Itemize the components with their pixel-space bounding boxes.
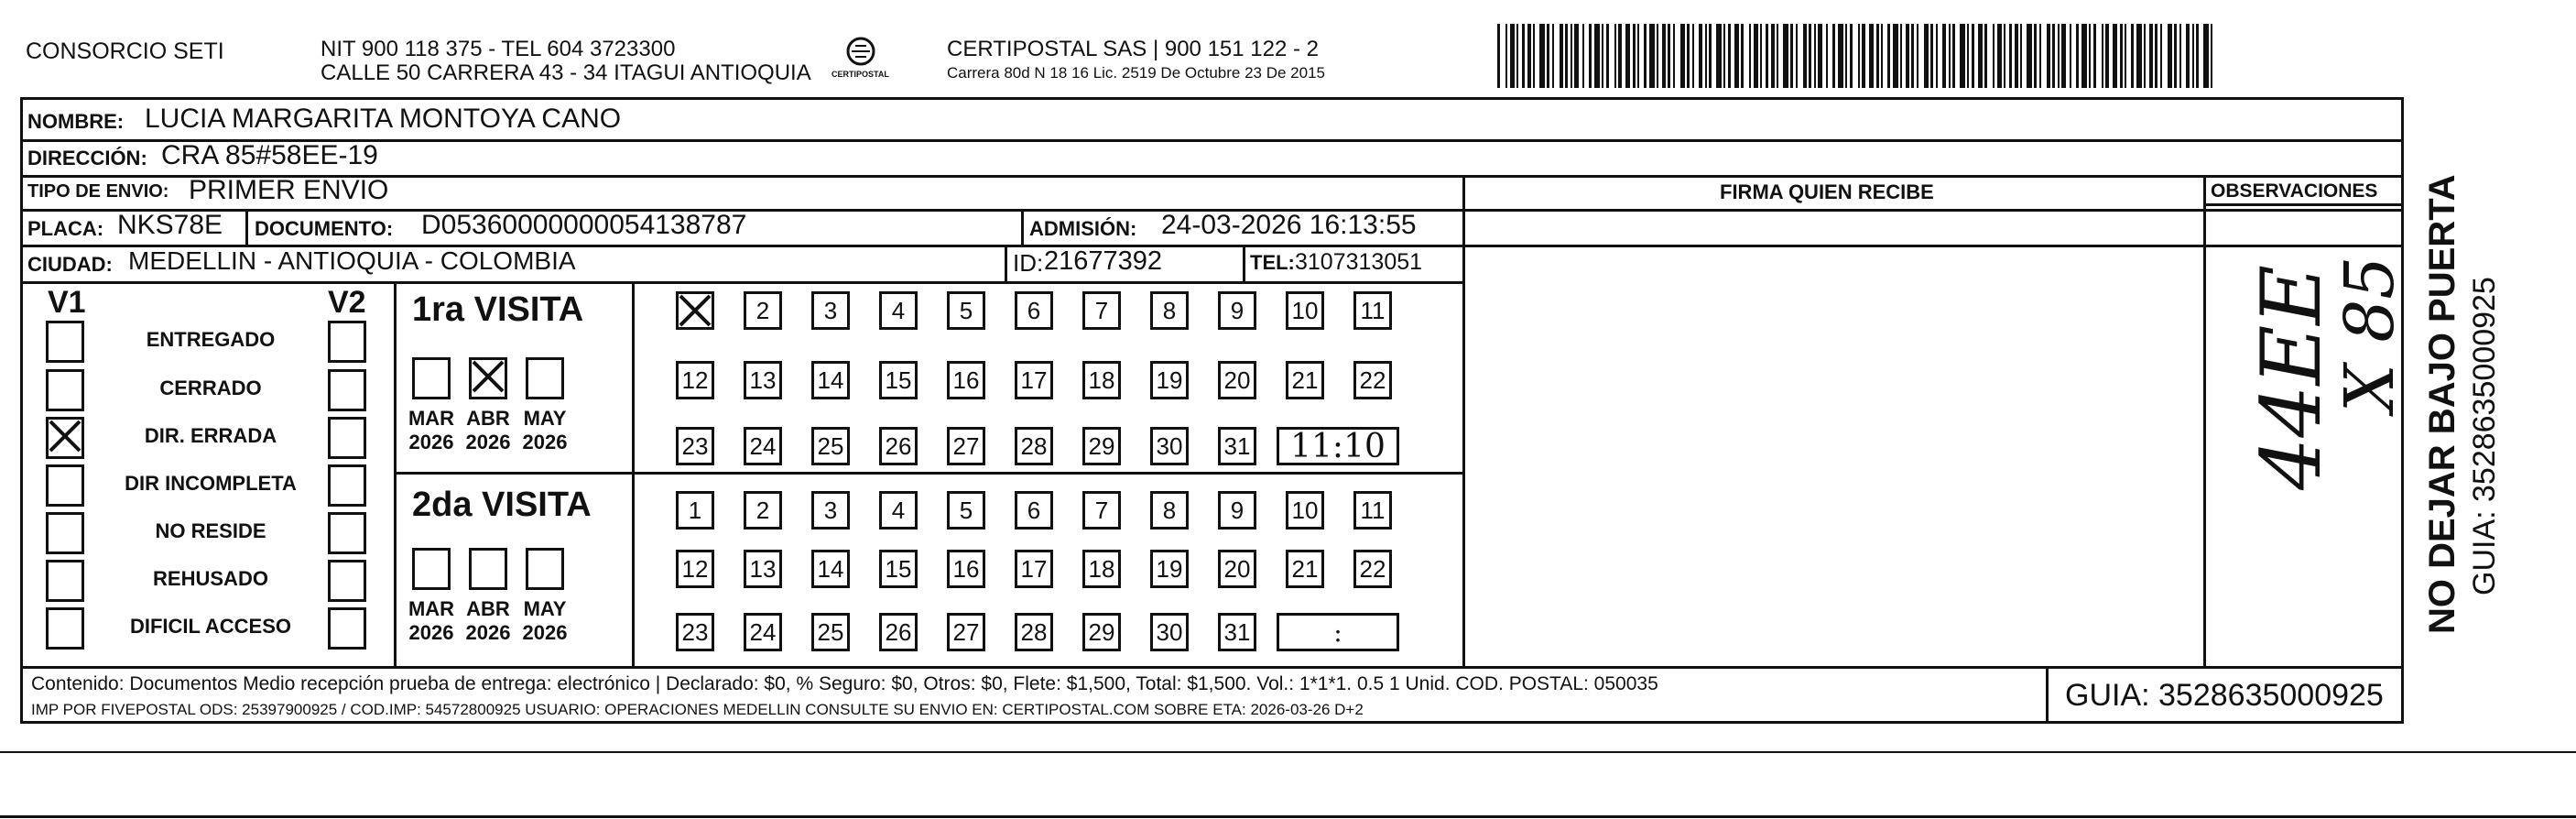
status-label: REHUSADO [153, 567, 268, 590]
day-box[interactable]: 18 [1082, 550, 1121, 588]
placa-label: PLACA: [27, 217, 104, 240]
day-box[interactable]: 22 [1353, 361, 1392, 399]
footer-line-2: IMP POR FIVEPOSTAL ODS: 25397900925 / COD.IMP: 54572800925 USUARIO: OPERACIONES MEDELLIN CONSULTE SU ENVIO EN: CERTIPOSTAL.COM SOBRE ETA: 2026-03-26 D+2 [31, 701, 1364, 718]
day-box[interactable]: 5 [947, 491, 985, 530]
v2-checkbox[interactable] [328, 560, 366, 602]
day-box[interactable]: 29 [1082, 613, 1121, 651]
month-label: MAY 2026 [522, 597, 568, 644]
day-box[interactable]: 30 [1150, 427, 1189, 465]
tel-label: TEL: [1250, 251, 1295, 274]
v2-checkbox[interactable] [328, 512, 366, 554]
month-checkbox[interactable] [469, 548, 507, 590]
day-box[interactable]: 28 [1015, 613, 1053, 651]
barcode [1497, 24, 2221, 88]
ciudad-value: MEDELLIN - ANTIOQUIA - COLOMBIA [128, 246, 576, 275]
day-box[interactable]: 2 [744, 491, 782, 530]
day-box[interactable]: 22 [1353, 550, 1392, 588]
day-box[interactable]: 10 [1286, 491, 1324, 530]
day-box[interactable]: 26 [879, 613, 918, 651]
day-box[interactable]: 12 [676, 361, 714, 399]
day-box[interactable]: 8 [1150, 291, 1189, 330]
day-box[interactable]: 4 [879, 291, 918, 330]
tipo-envio-label: TIPO DE ENVIO: [27, 181, 169, 202]
day-box[interactable]: 24 [744, 613, 782, 651]
handwritten-observacion-1: 44EE [2244, 265, 2340, 490]
v2-checkbox[interactable] [328, 369, 366, 411]
day-box[interactable]: 13 [744, 550, 782, 588]
day-box[interactable]: 30 [1150, 613, 1189, 651]
day-box[interactable]: 25 [811, 613, 850, 651]
ciudad-label: CIUDAD: [27, 253, 113, 276]
day-box[interactable]: 12 [676, 550, 714, 588]
day-box[interactable]: 1 [676, 491, 714, 530]
handwritten-observacion-2: X 85 [2331, 256, 2409, 412]
day-box[interactable]: 15 [879, 361, 918, 399]
day-box[interactable]: 31 [1218, 427, 1256, 465]
status-label: NO RESIDE [155, 519, 266, 542]
id-label: ID: [1013, 249, 1044, 277]
day-box[interactable]: 13 [744, 361, 782, 399]
day-box[interactable]: 31 [1218, 613, 1256, 651]
nombre-value: LUCIA MARGARITA MONTOYA CANO [145, 104, 622, 134]
day-box[interactable]: 10 [1286, 291, 1324, 330]
v1-checkbox[interactable] [46, 512, 84, 554]
month-checkbox[interactable] [526, 548, 564, 590]
month-label: MAR 2026 [408, 407, 455, 453]
placa-value: NKS78E [117, 210, 223, 240]
admision-label: ADMISIÓN: [1029, 217, 1137, 240]
day-box[interactable]: 3 [811, 491, 850, 530]
first-visit-title: 1ra VISITA [412, 290, 584, 329]
day-box[interactable]: 7 [1082, 291, 1121, 330]
tel-value: 3107313051 [1295, 249, 1423, 275]
day-box[interactable]: 26 [879, 427, 918, 465]
company-address: CALLE 50 CARRERA 43 - 34 ITAGUI ANTIOQUIA [321, 60, 811, 85]
time-box[interactable]: 11:10 [1277, 427, 1399, 465]
v2-checkbox[interactable] [328, 321, 366, 363]
footer-line-1: Contenido: Documentos Medio recepción prueba de entrega: electrónico | Declarado: $0, % Seguro: $0, Otros: $0, Flete: $1,500, Total: $1,500. Vol.: 1*1*1. 0.5 1 Unid. COD. POSTAL: 050035 [31, 673, 1658, 694]
month-checkbox[interactable] [412, 548, 451, 590]
day-box[interactable]: 11 [1353, 491, 1392, 530]
day-box[interactable]: 25 [811, 427, 850, 465]
day-box[interactable]: 27 [947, 613, 985, 651]
day-box[interactable]: 28 [1015, 427, 1053, 465]
documento-value: D05360000000054138787 [421, 210, 747, 240]
tipo-envio-value: PRIMER ENVIO [189, 175, 389, 205]
logo-text: CERTIPOSTAL [831, 70, 889, 79]
side-warning: NO DEJAR BAJO PUERTA [2422, 174, 2462, 634]
day-box[interactable]: 8 [1150, 491, 1189, 530]
direccion-value: CRA 85#58EE-19 [161, 140, 378, 170]
nombre-label: NOMBRE: [27, 110, 125, 133]
status-label: DIFICIL ACCESO [129, 615, 291, 638]
day-box[interactable]: 29 [1082, 427, 1121, 465]
direccion-label: DIRECCIÓN: [27, 147, 147, 169]
status-label: ENTREGADO [146, 328, 276, 351]
v1-checkbox[interactable] [46, 560, 84, 602]
time-box[interactable]: : [1277, 613, 1399, 651]
bottom-border [0, 815, 2576, 818]
certipostal-logo [824, 33, 897, 92]
day-box[interactable]: 14 [811, 361, 850, 399]
footer-guia: GUIA: 3528635000925 [2065, 678, 2384, 713]
day-box[interactable]: 16 [947, 361, 985, 399]
observaciones-header: OBSERVACIONES [2211, 180, 2378, 202]
admision-value: 24-03-2026 16:13:55 [1161, 210, 1417, 240]
day-box[interactable]: 3 [811, 291, 850, 330]
day-box[interactable]: 2 [744, 291, 782, 330]
day-box[interactable]: 15 [879, 550, 918, 588]
status-label: DIR INCOMPLETA [125, 472, 297, 495]
day-box[interactable]: 14 [811, 550, 850, 588]
month-checkbox[interactable] [526, 357, 564, 399]
day-box[interactable]: 17 [1015, 550, 1053, 588]
day-box[interactable]: 9 [1218, 291, 1256, 330]
v1-checkbox[interactable] [46, 607, 84, 650]
day-box[interactable]: 23 [676, 613, 714, 651]
day-box[interactable]: 16 [947, 550, 985, 588]
day-box[interactable]: 24 [744, 427, 782, 465]
day-box[interactable]: 7 [1082, 491, 1121, 530]
day-box[interactable]: 20 [1218, 361, 1256, 399]
firma-header: FIRMA QUIEN RECIBE [1720, 180, 1934, 203]
day-box[interactable]: 6 [1015, 291, 1053, 330]
v1-checkbox[interactable] [46, 321, 84, 363]
day-box[interactable]: 4 [879, 491, 918, 530]
v2-checkbox[interactable] [328, 464, 366, 507]
company-name: CONSORCIO SETI [26, 38, 224, 64]
month-checkbox[interactable] [469, 357, 507, 399]
v2-checkbox[interactable] [328, 417, 366, 459]
v2-checkbox[interactable] [328, 607, 366, 650]
day-box[interactable]: 27 [947, 427, 985, 465]
day-box[interactable] [676, 291, 714, 330]
day-box[interactable]: 23 [676, 427, 714, 465]
side-guia: GUIA: 3528635000925 [2467, 277, 2502, 595]
v1-checkbox[interactable] [46, 369, 84, 411]
id-value: 21677392 [1044, 246, 1163, 276]
second-visit-title: 2da VISITA [412, 486, 592, 524]
v1-checkbox[interactable] [46, 417, 84, 459]
status-label: DIR. ERRADA [144, 424, 277, 447]
month-label: MAR 2026 [408, 597, 455, 644]
month-label: ABR 2026 [465, 597, 511, 644]
day-box[interactable]: 21 [1286, 550, 1324, 588]
day-box[interactable]: 19 [1150, 361, 1189, 399]
day-box[interactable]: 9 [1218, 491, 1256, 530]
carrier-license: Carrera 80d N 18 16 Lic. 2519 De Octubre 23 De 2015 [947, 64, 1325, 82]
company-nit: NIT 900 118 375 - TEL 604 3723300 [321, 37, 676, 61]
day-box[interactable]: 5 [947, 291, 985, 330]
carrier-name: CERTIPOSTAL SAS | 900 151 122 - 2 [947, 37, 1319, 61]
v1-label: V1 [48, 285, 86, 320]
documento-label: DOCUMENTO: [255, 217, 394, 240]
day-box[interactable]: 6 [1015, 491, 1053, 530]
day-box[interactable]: 20 [1218, 550, 1256, 588]
month-checkbox[interactable] [412, 357, 451, 399]
month-label: ABR 2026 [465, 407, 511, 453]
day-box[interactable]: 18 [1082, 361, 1121, 399]
cut-line [0, 751, 2576, 753]
month-label: MAY 2026 [522, 407, 568, 453]
status-label: CERRADO [159, 377, 262, 399]
day-box[interactable]: 19 [1150, 550, 1189, 588]
day-box[interactable]: 17 [1015, 361, 1053, 399]
v2-label: V2 [328, 285, 366, 320]
day-box[interactable]: 11 [1353, 291, 1392, 330]
v1-checkbox[interactable] [46, 464, 84, 507]
day-box[interactable]: 21 [1286, 361, 1324, 399]
